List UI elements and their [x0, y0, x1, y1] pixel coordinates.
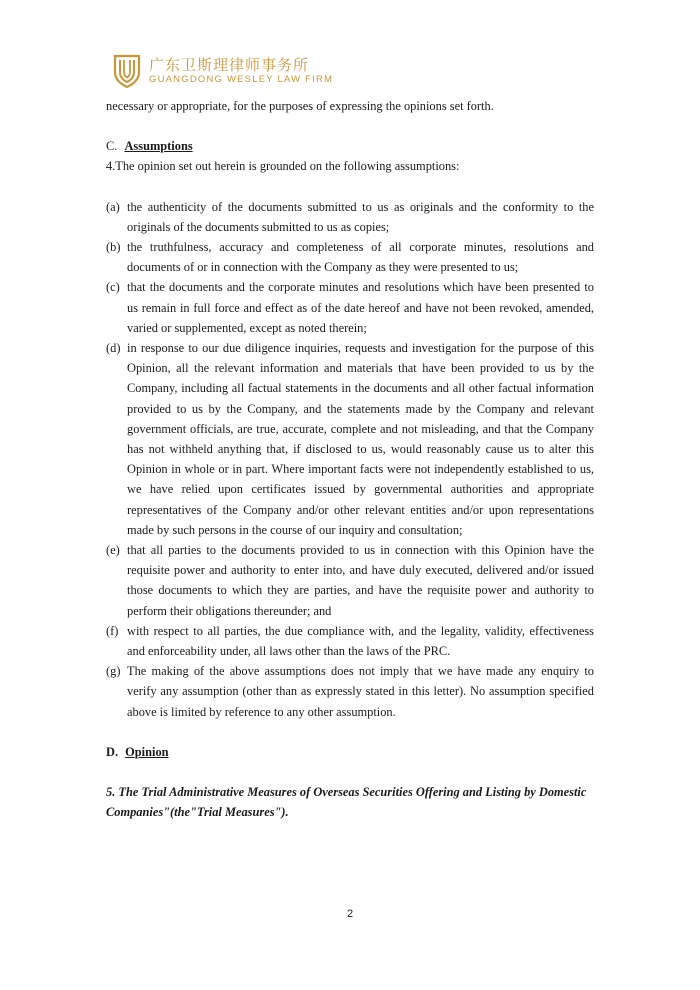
intro-line: necessary or appropriate, for the purposes of expressing the opinions set forth. [106, 99, 494, 113]
firm-name-en: GUANGDONG WESLEY LAW FIRM [149, 74, 334, 85]
item-text: with respect to all parties, the due compliance with, and the legality, validity, effectiveness and enforceability under, all laws other than the laws of the PRC. [127, 623, 594, 659]
list-item [106, 621, 594, 661]
item-text: in response to our due diligence inquiries, requests and investigation for the purpose of this Opinion, all the relevant information and materials that have been provided to us by the Company, including all factual statements in the documents and all other factual information provided to us by the Company, and the statements made by the Company and relevant government officials, are true, accurate, complete and not misleading, and that the Company has not withheld anything that, if disclosed to us, would reasonably cause us to alter this Opinion in whole or in part. Where important facts were not independently established to us, we have relied upon certificates issued by governmental authorities and appropriate representatives of the Company and/or other relevant entities and/or upon representations made by such persons in the course of our inquiry and consultation; [127, 341, 594, 537]
list-item [106, 540, 594, 621]
section-c-heading [106, 136, 594, 156]
document-body [106, 96, 594, 823]
section-d-title: Opinion [125, 744, 169, 759]
list-item [106, 338, 594, 540]
section-c-letter: C. [106, 139, 118, 154]
item-label: (a) [106, 199, 120, 214]
list-item [106, 197, 594, 237]
item-label: (c) [106, 280, 120, 295]
list-item [106, 661, 594, 722]
item-text: that all parties to the documents provided to us in connection with this Opinion have the requisite power and authority to enter into, and have duly executed, delivered and/or issued those documents to which they are parties, and have the requisite power and authority to perform their obligations thereunder; and [127, 543, 594, 618]
firm-logo [113, 54, 333, 88]
page-number: 2 [346, 908, 354, 920]
item-text: that the documents and the corporate minutes and resolutions which have been presented to us remain in full force and effect as of the date hereof and have not been revoked, amended, varied or supplemented, except as noted therein; [127, 280, 594, 335]
item-label: (d) [106, 341, 121, 356]
item-text: the truthfulness, accuracy and completeness of all corporate minutes, resolutions and documents of or in connection with the Company as they were presented to us; [127, 240, 594, 275]
item-text: The making of the above assumptions does not imply that we have made any enquiry to verify any assumption (other than as expressly stated in this letter). No assumption specified above is limited by reference to any other assumption. [127, 664, 594, 719]
item-label: (f) [106, 623, 119, 638]
firm-name-cn: 广东卫斯理律师事务所 [149, 56, 310, 74]
section-d-heading [106, 742, 594, 762]
assumptions-lead: 4.The opinion set out herein is grounded on the following assumptions: [106, 159, 460, 174]
section-d-letter: D. [106, 744, 119, 759]
item-label: (b) [106, 240, 121, 255]
list-item [106, 237, 594, 277]
item-label: (e) [106, 543, 120, 558]
shield-logo-icon [113, 54, 141, 88]
list-item [106, 277, 594, 338]
item-text: the authenticity of the documents submitted to us as originals and the conformity to the originals of the documents submitted to us as copies; [127, 199, 594, 234]
subheading-5: 5. The Trial Administrative Measures of Overseas Securities Offering and Listing by Domestic Companies"(the"Trial Measures"). [106, 785, 587, 820]
item-label: (g) [106, 664, 121, 679]
assumptions-list [106, 197, 594, 722]
section-c-title: Assumptions [124, 139, 193, 154]
